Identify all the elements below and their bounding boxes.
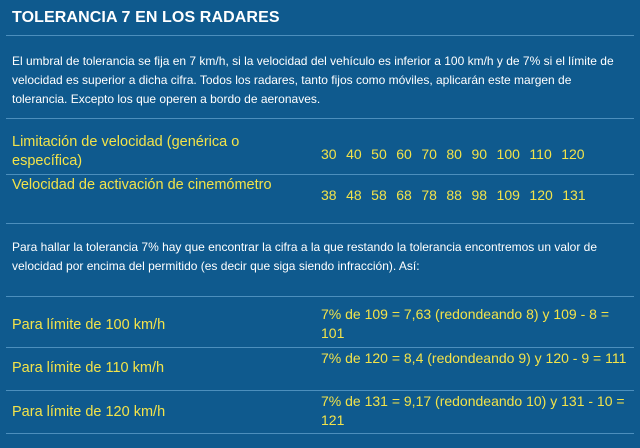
example-calc-100: 7% de 109 = 7,63 (redondeando 8) y 109 - 8 = 101 bbox=[321, 306, 609, 341]
explanation-paragraph: Para hallar la tolerancia 7% hay que encontrar la cifra a la que restando la tolerancia encontremos un valor de velocidad por encima del permitido (es decir que siga siendo infracción). Así: bbox=[12, 240, 598, 273]
speed-limit-value: 110 bbox=[529, 146, 552, 162]
speed-table-row-divider bbox=[6, 174, 634, 175]
activation-speed-value: 58 bbox=[371, 187, 387, 203]
activation-speed-value: 109 bbox=[496, 187, 520, 203]
intro-divider bbox=[6, 118, 634, 119]
title-divider bbox=[6, 35, 634, 36]
speed-limit-value: 50 bbox=[371, 146, 387, 162]
example-label-120: Para límite de 120 km/h bbox=[12, 404, 166, 420]
speed-limit-label: Limitación de velocidad (genérica o específica) bbox=[12, 134, 240, 169]
speed-limit-value: 30 bbox=[321, 146, 337, 162]
speed-limit-value: 90 bbox=[471, 146, 488, 162]
page-title: TOLERANCIA 7 EN LOS RADARES bbox=[12, 9, 280, 26]
example-label-100: Para límite de 100 km/h bbox=[12, 317, 166, 333]
speed-limit-values bbox=[321, 145, 585, 164]
speed-limit-value: 80 bbox=[446, 146, 462, 162]
example-divider-3 bbox=[6, 433, 634, 434]
example-calc-120: 7% de 131 = 9,17 (redondeando 10) y 131 - 10 = 121 bbox=[321, 393, 625, 428]
speed-table-bottom-divider bbox=[6, 223, 634, 224]
speed-limit-value: 40 bbox=[346, 146, 362, 162]
example-divider-2 bbox=[6, 390, 634, 391]
activation-speed-value: 98 bbox=[471, 187, 488, 203]
activation-speed-value: 88 bbox=[446, 187, 462, 203]
example-label-110: Para límite de 110 km/h bbox=[12, 360, 165, 376]
activation-speed-value: 131 bbox=[562, 187, 586, 203]
example-divider-1 bbox=[6, 347, 634, 348]
speed-limit-value: 120 bbox=[561, 146, 585, 162]
explanation-divider bbox=[6, 296, 634, 297]
activation-speed-value: 38 bbox=[321, 187, 337, 203]
intro-paragraph: El umbral de tolerancia se fija en 7 km/h, si la velocidad del vehículo es inferior a 100 km/h y de 7% si el límite de velocidad es superior a dicha cifra. Todos los radares, tanto fijos como móviles, aplicarán este margen de tolerancia. Excepto los que operen a bordo de aeronaves. bbox=[12, 54, 614, 106]
activation-speed-value: 78 bbox=[421, 187, 437, 203]
speed-limit-value: 60 bbox=[396, 146, 412, 162]
speed-limit-value: 100 bbox=[496, 146, 520, 162]
activation-speed-label: Velocidad de activación de cinemómetro bbox=[12, 177, 272, 193]
activation-speed-values bbox=[321, 186, 586, 205]
activation-speed-value: 120 bbox=[529, 187, 553, 203]
example-calc-110: 7% de 120 = 8,4 (redondeando 9) y 120 - 9 = 111 bbox=[321, 350, 627, 366]
activation-speed-value: 48 bbox=[346, 187, 362, 203]
speed-limit-value: 70 bbox=[421, 146, 437, 162]
activation-speed-value: 68 bbox=[396, 187, 412, 203]
